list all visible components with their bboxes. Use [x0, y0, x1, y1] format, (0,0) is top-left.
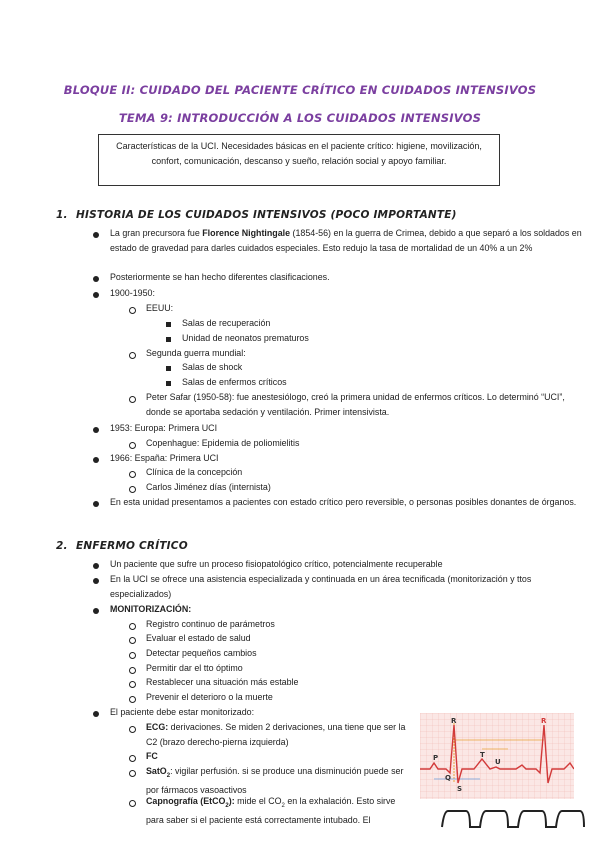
bullet-icon: [93, 501, 99, 507]
eeuu-subitem: Salas de recuperación: [182, 318, 271, 328]
square-bullet-icon: [166, 381, 171, 386]
circle-bullet-icon: [129, 652, 136, 659]
monitoring-item: Permitir dar el tto óptimo: [146, 663, 243, 673]
ww2-item: Segunda guerra mundial:: [146, 348, 246, 358]
unit-paragraph: En esta unidad presentamos a pacientes con estado crítico pero reversible, o personas posibles donantes de órganos.: [110, 497, 577, 507]
critical-patient-definition: Un paciente que sufre un proceso fisiopatológico crítico, potencialmente recuperable: [110, 559, 443, 569]
bullet-icon: [93, 457, 99, 463]
circle-bullet-icon: [129, 442, 136, 449]
circle-bullet-icon: [129, 471, 136, 478]
eeuu-subitem: Unidad de neonatos prematuros: [182, 333, 309, 343]
circle-bullet-icon: [129, 800, 136, 807]
year-1953-item: 1953: Europa: Primera UCI: [110, 423, 218, 433]
circle-bullet-icon: [129, 667, 136, 674]
circle-bullet-icon: [129, 352, 136, 359]
square-bullet-icon: [166, 322, 171, 327]
circle-bullet-icon: [129, 770, 136, 777]
monitoring-heading: MONITORIZACIÓN:: [110, 604, 192, 614]
ecg-label-q: Q: [445, 774, 451, 782]
ecg-label-s: S: [457, 785, 463, 793]
must-monitor-item: El paciente debe estar monitorizado:: [110, 707, 255, 717]
bullet-icon: [93, 276, 99, 282]
summary-box: Características de la UCI. Necesidades básicas en el paciente crítico: higiene, movilización, confort, comunicación, descanso y sueño, relación social y apoyo familiar.: [98, 134, 500, 186]
circle-bullet-icon: [129, 726, 136, 733]
uci-assistance-item: En la UCI se ofrece una asistencia especializada y continuada en un área tecnificada (monitorización y ttos especializados): [110, 574, 532, 599]
bullet-icon: [93, 608, 99, 614]
section-2-title: ENFERMO CRÍTICO: [76, 540, 188, 552]
monitoring-item: Registro continuo de parámetros: [146, 619, 275, 629]
circle-bullet-icon: [129, 637, 136, 644]
sato2-item: SatO$_2$: vigilar perfusión. si se produce una disminución puede ser por fármacos vasoactivos: [146, 766, 404, 796]
capnography-svg: [440, 805, 590, 831]
bullet-icon: [93, 563, 99, 569]
fc-item: FC: [146, 751, 158, 761]
section-2-number: 2.: [56, 540, 68, 552]
clinica-item: Clínica de la concepción: [146, 467, 243, 477]
circle-bullet-icon: [129, 307, 136, 314]
circle-bullet-icon: [129, 755, 136, 762]
bullet-icon: [93, 232, 99, 238]
square-bullet-icon: [166, 366, 171, 371]
circle-bullet-icon: [129, 623, 136, 630]
bullet-icon: [93, 292, 99, 298]
ecg-image: [420, 713, 574, 799]
safar-item: Peter Safar (1950-58): fue anestesiólogo, creó la primera unidad de enfermos críticos. Lo determinó “UCI”, donde se aportaba sedación y ventilación. Primer intensivista.: [146, 392, 565, 417]
bullet-icon: [93, 711, 99, 717]
ecg-item: ECG: derivaciones. Se miden 2 derivaciones, una tiene que ser la C2 (brazo derecho-pierna izquierda): [146, 722, 406, 747]
monitoring-item: Evaluar el estado de salud: [146, 633, 251, 643]
ecg-label-u: U: [495, 758, 501, 766]
topic-title: TEMA 9: INTRODUCCIÓN A LOS CUIDADOS INTENSIVOS: [118, 111, 482, 125]
copenhague-item: Copenhague: Epidemia de poliomielitis: [146, 438, 300, 448]
year-1966-item: 1966: España: Primera UCI: [110, 453, 219, 463]
period-1900-item: 1900-1950:: [110, 288, 155, 298]
square-bullet-icon: [166, 337, 171, 342]
circle-bullet-icon: [129, 681, 136, 688]
eeuu-item: EEUU:: [146, 303, 174, 313]
classifications-item: Posteriormente se han hecho diferentes clasificaciones.: [110, 272, 330, 282]
circle-bullet-icon: [129, 396, 136, 403]
carlos-item: Carlos Jiménez días (internista): [146, 482, 271, 492]
ww2-subitem: Salas de enfermos críticos: [182, 377, 287, 387]
ecg-label-p: P: [433, 754, 439, 762]
circle-bullet-icon: [129, 486, 136, 493]
section-1-title: HISTORIA DE LOS CUIDADOS INTENSIVOS (POCO IMPORTANTE): [76, 209, 457, 221]
monitoring-item: Detectar pequeños cambios: [146, 648, 257, 658]
ecg-label-r2: R: [541, 717, 547, 725]
monitoring-item: Prevenir el deterioro o la muerte: [146, 692, 273, 702]
monitoring-item: Restablecer una situación más estable: [146, 677, 299, 687]
bullet-icon: [93, 578, 99, 584]
section-1-number: 1.: [56, 209, 68, 221]
block-title: BLOQUE II: CUIDADO DEL PACIENTE CRÍTICO EN CUIDADOS INTENSIVOS: [63, 83, 537, 97]
ww2-subitem: Salas de shock: [182, 362, 243, 372]
capnography-waveform-image: [440, 805, 590, 831]
ecg-label-r1: R: [451, 717, 457, 725]
nightingale-paragraph: La gran precursora fue Florence Nightingale (1854-56) en la guerra de Crimea, debido a que separó a los soldados en estado de gravedad para darles cuidados especiales. Esto redujo la tasa de mortalidad de un 40% a un 2%: [110, 228, 582, 253]
ecg-label-t: T: [480, 751, 485, 759]
capnography-waveform: [442, 811, 584, 827]
capnography-item: Capnografía (EtCO$_2$): mide el $CO_2$ en la exhalación. Esto sirve para saber si el paciente está correctamente intubado. El: [146, 796, 396, 826]
ecg-trace-svg: [420, 713, 574, 799]
circle-bullet-icon: [129, 696, 136, 703]
bullet-icon: [93, 427, 99, 433]
